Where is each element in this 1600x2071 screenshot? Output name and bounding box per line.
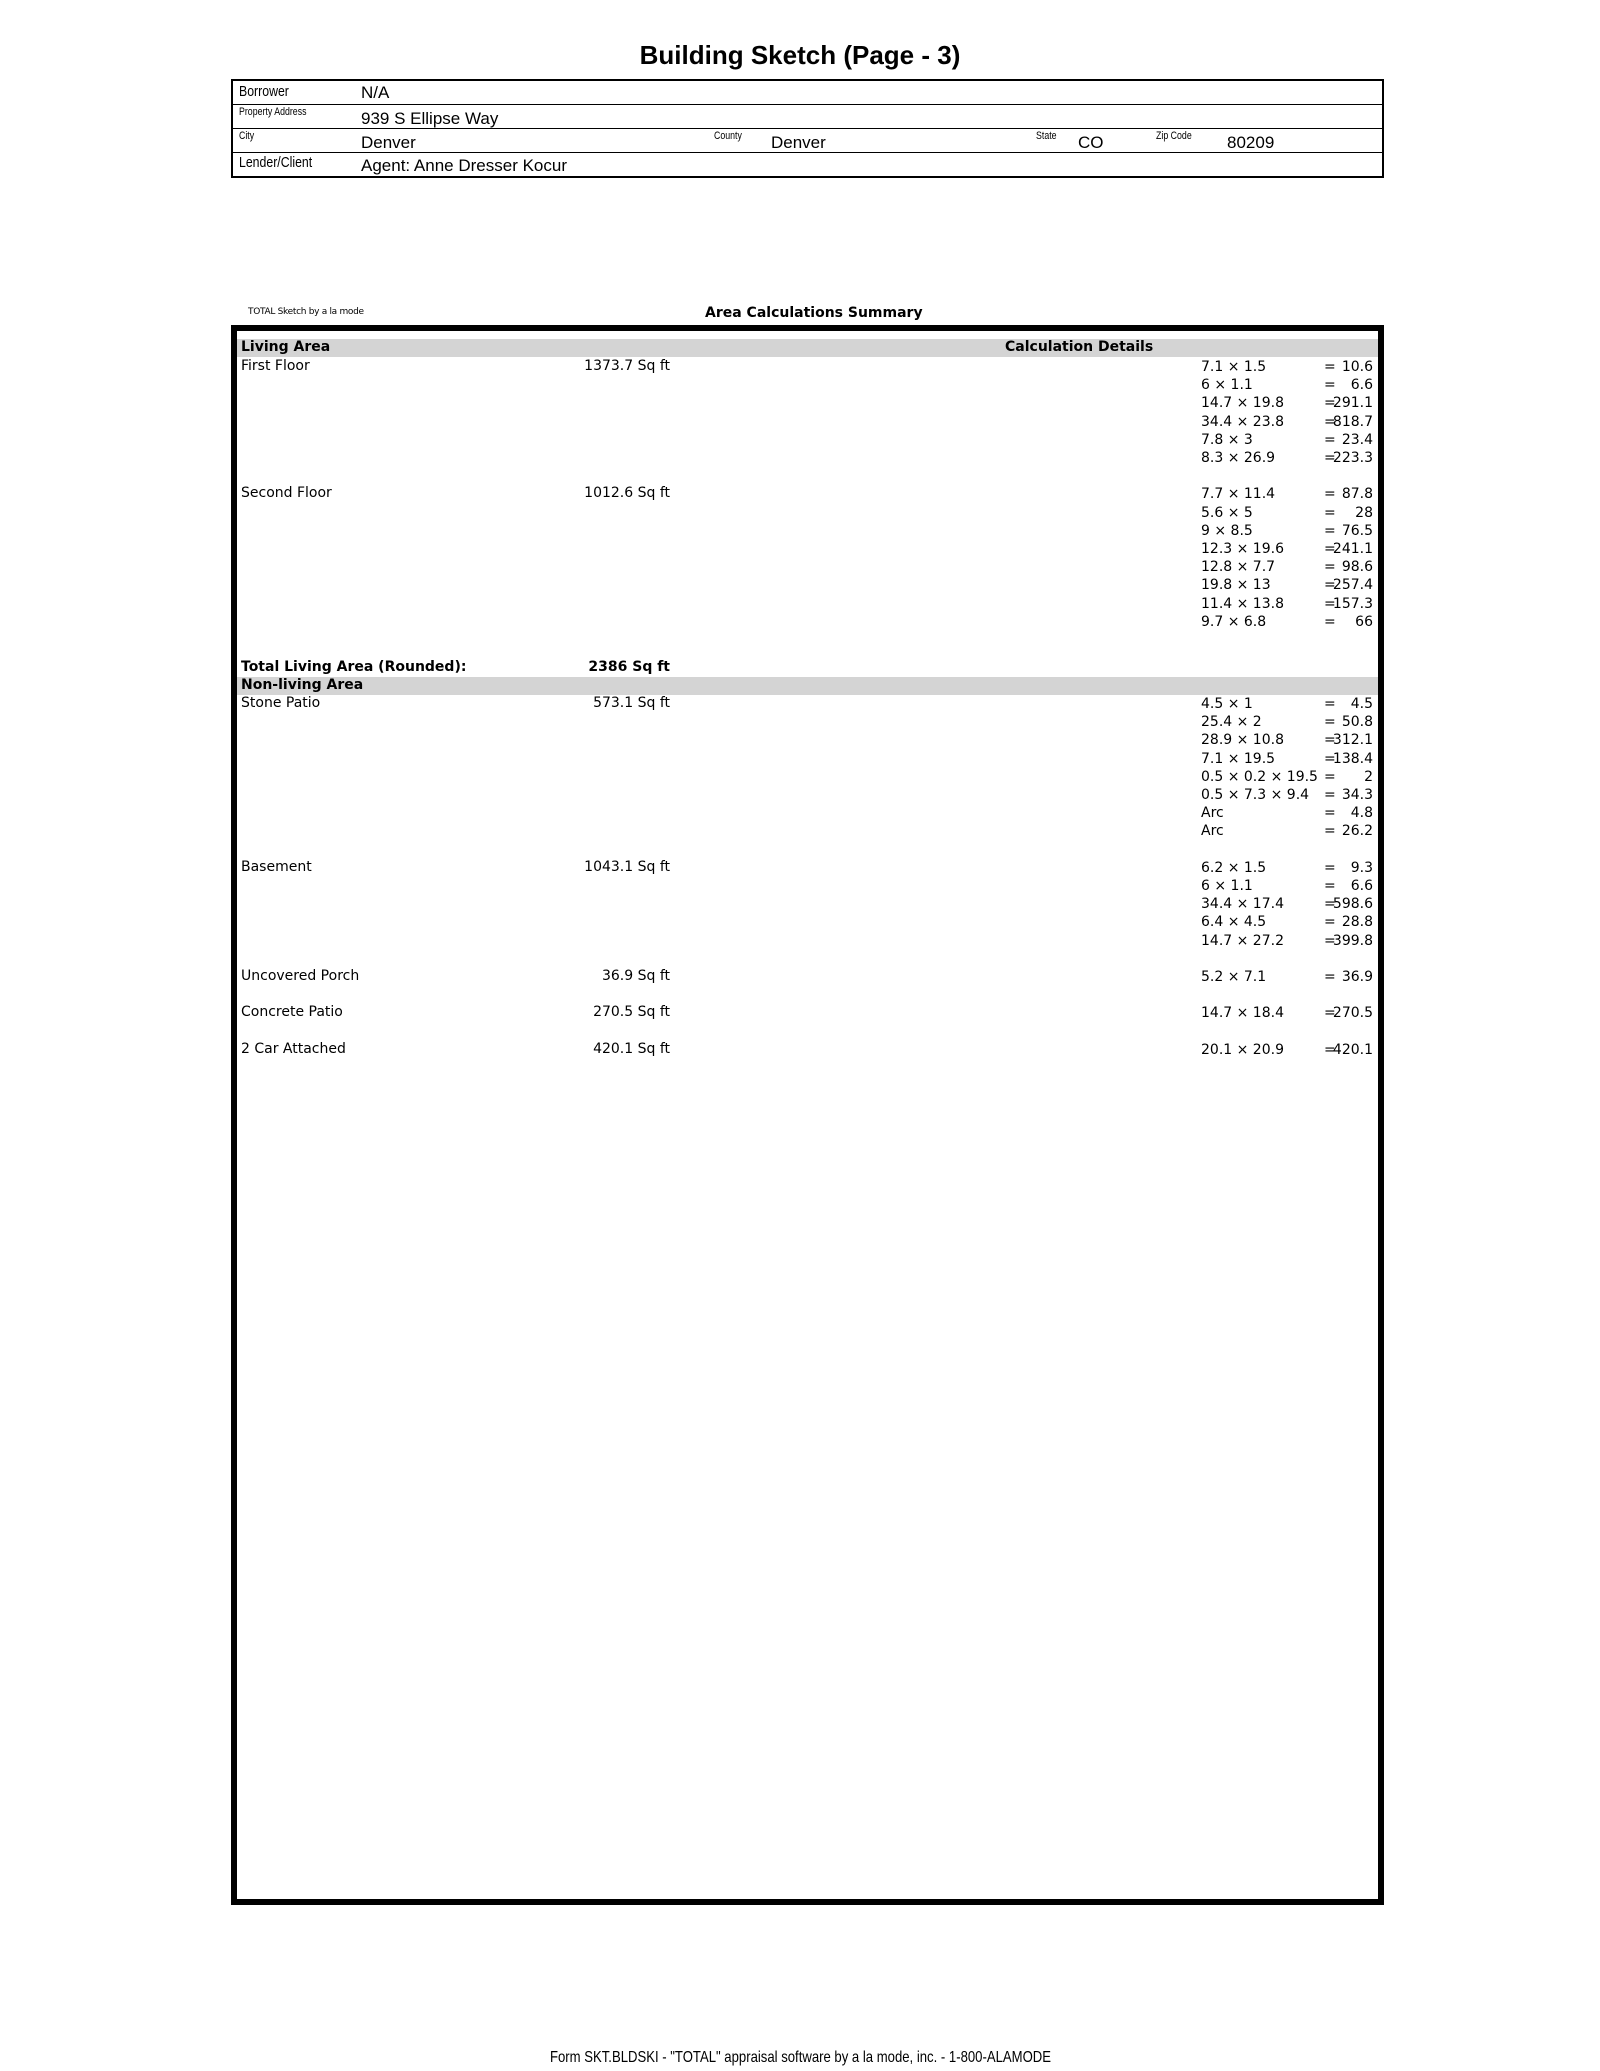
borrower-value: N/A <box>361 83 390 102</box>
calc-result: 6.6 <box>1350 377 1373 394</box>
calc-expression: Arc <box>1201 823 1224 840</box>
calc-result: 28 <box>1355 504 1373 521</box>
calc-result: 420.1 <box>1332 1041 1373 1058</box>
calc-expression: 6.2 × 1.5 <box>1201 859 1267 876</box>
calc-result: 2 <box>1364 768 1373 785</box>
equals-sign: = <box>1324 559 1336 576</box>
calc-result: 6.6 <box>1350 878 1373 894</box>
header-table <box>231 79 1384 178</box>
equals-sign: = <box>1324 878 1336 894</box>
city-row <box>233 128 1382 153</box>
calc-expression: 14.7 × 27.2 <box>1201 932 1284 949</box>
calc-result: 50.8 <box>1341 714 1373 731</box>
calc-result: 9.3 <box>1350 859 1373 876</box>
calc-expression: 9.7 × 6.8 <box>1201 613 1267 630</box>
calc-result: 598.6 <box>1332 896 1373 913</box>
equals-sign: = <box>1324 805 1336 822</box>
calc-result: 257.4 <box>1332 577 1373 594</box>
state-label: State <box>1036 130 1057 142</box>
city-value: Denver <box>361 133 416 152</box>
equals-sign: = <box>1324 859 1336 876</box>
area-sqft: 1012.6 Sq ft <box>584 485 670 502</box>
area-calculations-box <box>231 325 1384 1905</box>
area-sqft: 573.1 Sq ft <box>593 695 670 711</box>
calc-expression: 0.5 × 7.3 × 9.4 <box>1201 787 1310 803</box>
calc-result: 66 <box>1355 613 1373 630</box>
calc-result: 36.9 <box>1341 969 1373 985</box>
borrower-label: Borrower <box>239 83 289 100</box>
lender-label: Lender/Client <box>239 154 313 171</box>
calc-result: 157.3 <box>1332 595 1373 612</box>
lender-value: Agent: Anne Dresser Kocur <box>361 156 568 175</box>
calc-expression: 34.4 × 17.4 <box>1201 896 1284 913</box>
calc-result: 76.5 <box>1341 522 1373 539</box>
area-sqft: 1373.7 Sq ft <box>584 358 670 374</box>
equals-sign: = <box>1324 823 1336 840</box>
area-name: Basement <box>241 858 312 875</box>
calc-result: 818.7 <box>1332 413 1373 430</box>
area-name: Stone Patio <box>241 695 321 711</box>
total-living-value: 2386 Sq ft <box>588 659 670 675</box>
area-name: Second Floor <box>241 485 332 502</box>
calc-expression: 14.7 × 18.4 <box>1201 1005 1284 1022</box>
calc-expression: 19.8 × 13 <box>1201 577 1271 594</box>
form-footer <box>0 2049 1600 2067</box>
calc-expression: 7.8 × 3 <box>1201 431 1253 448</box>
borrower-row <box>233 81 1382 105</box>
equals-sign: = <box>1324 896 1336 913</box>
state-value: CO <box>1078 133 1104 152</box>
calc-expression: 7.7 × 11.4 <box>1201 486 1276 503</box>
calc-expression: 28.9 × 10.8 <box>1201 732 1284 749</box>
calc-result: 312.1 <box>1332 732 1373 749</box>
calc-expression: 25.4 × 2 <box>1201 714 1262 731</box>
equals-sign: = <box>1324 413 1336 430</box>
page-title: Building Sketch (Page - 3) <box>639 40 961 70</box>
calc-expression: 12.8 × 7.7 <box>1201 559 1276 576</box>
calc-result: 98.6 <box>1341 559 1373 576</box>
calc-result: 270.5 <box>1332 1005 1373 1022</box>
area-sqft: 420.1 Sq ft <box>593 1040 670 1057</box>
non-living-heading: Non-living Area <box>241 677 364 693</box>
calc-result: 28.8 <box>1341 914 1373 931</box>
calc-expression: 11.4 × 13.8 <box>1201 595 1284 612</box>
equals-sign: = <box>1324 504 1336 521</box>
area-sqft: 36.9 Sq ft <box>601 968 670 984</box>
area-sqft: 1043.1 Sq ft <box>584 858 670 875</box>
summary-title: Area Calculations Summary <box>705 305 923 321</box>
calc-result: 291.1 <box>1332 395 1373 412</box>
lender-row <box>233 152 1382 176</box>
equals-sign: = <box>1324 787 1336 803</box>
calc-details-heading: Calculation Details <box>1005 339 1154 355</box>
equals-sign: = <box>1324 595 1336 612</box>
area-name: Concrete Patio <box>241 1004 343 1021</box>
equals-sign: = <box>1324 486 1336 503</box>
calc-result: 23.4 <box>1341 431 1373 448</box>
calc-result: 4.5 <box>1350 696 1373 712</box>
non-living-band <box>237 677 1378 695</box>
calc-result: 138.4 <box>1332 750 1373 767</box>
calc-expression: 5.2 × 7.1 <box>1201 969 1267 985</box>
equals-sign: = <box>1324 696 1336 712</box>
equals-sign: = <box>1324 541 1336 557</box>
sketch-credit: TOTAL Sketch by a la mode <box>248 307 364 317</box>
equals-sign: = <box>1324 450 1336 466</box>
zip-label: Zip Code <box>1156 130 1192 142</box>
living-area-heading: Living Area <box>241 339 331 355</box>
calc-result: 4.8 <box>1350 805 1373 822</box>
calc-expression: 8.3 × 26.9 <box>1201 450 1276 466</box>
calc-expression: Arc <box>1201 805 1224 822</box>
equals-sign: = <box>1324 431 1336 448</box>
equals-sign: = <box>1324 932 1336 949</box>
property-address-label: Property Address <box>239 106 307 118</box>
equals-sign: = <box>1324 1005 1336 1022</box>
county-label: County <box>714 130 742 142</box>
equals-sign: = <box>1324 969 1336 985</box>
area-name: First Floor <box>241 358 310 374</box>
calc-expression: 4.5 × 1 <box>1201 696 1253 712</box>
area-name: 2 Car Attached <box>241 1040 346 1057</box>
property-address-value: 939 S Ellipse Way <box>361 109 499 128</box>
county-value: Denver <box>771 133 826 152</box>
calc-result: 399.8 <box>1332 932 1373 949</box>
total-living-label: Total Living Area (Rounded): <box>241 659 467 675</box>
equals-sign: = <box>1324 377 1336 394</box>
address-row <box>233 104 1382 129</box>
calc-expression: 6.4 × 4.5 <box>1201 914 1267 931</box>
calc-result: 241.1 <box>1332 541 1373 557</box>
calc-expression: 9 × 8.5 <box>1201 522 1253 539</box>
equals-sign: = <box>1324 732 1336 749</box>
calc-result: 223.3 <box>1332 450 1373 466</box>
calc-expression: 6 × 1.1 <box>1201 377 1253 394</box>
calc-expression: 7.1 × 19.5 <box>1201 750 1276 767</box>
equals-sign: = <box>1324 613 1336 630</box>
equals-sign: = <box>1324 914 1336 931</box>
equals-sign: = <box>1324 522 1336 539</box>
footer-text: Form SKT.BLDSKI - "TOTAL" appraisal software by a la mode, inc. - 1-800-ALAMODE <box>549 2049 1051 2066</box>
calc-expression: 7.1 × 1.5 <box>1201 359 1267 375</box>
equals-sign: = <box>1324 395 1336 412</box>
equals-sign: = <box>1324 359 1336 375</box>
calc-result: 10.6 <box>1341 359 1373 375</box>
calc-expression: 0.5 × 0.2 × 19.5 <box>1201 768 1318 785</box>
equals-sign: = <box>1324 1041 1336 1058</box>
living-area-band <box>237 339 1378 357</box>
city-label: City <box>239 130 255 142</box>
calc-expression: 14.7 × 19.8 <box>1201 395 1284 412</box>
calc-expression: 12.3 × 19.6 <box>1201 541 1284 557</box>
equals-sign: = <box>1324 577 1336 594</box>
calc-result: 26.2 <box>1341 823 1373 840</box>
area-name: Uncovered Porch <box>241 968 360 984</box>
calc-expression: 6 × 1.1 <box>1201 878 1253 894</box>
equals-sign: = <box>1324 714 1336 731</box>
calc-expression: 5.6 × 5 <box>1201 504 1253 521</box>
equals-sign: = <box>1324 750 1336 767</box>
calc-expression: 20.1 × 20.9 <box>1201 1041 1284 1058</box>
zip-value: 80209 <box>1227 133 1275 152</box>
equals-sign: = <box>1324 768 1336 785</box>
calc-result: 87.8 <box>1341 486 1373 503</box>
area-sqft: 270.5 Sq ft <box>593 1004 670 1021</box>
calc-result: 34.3 <box>1341 787 1373 803</box>
calc-expression: 34.4 × 23.8 <box>1201 413 1284 430</box>
